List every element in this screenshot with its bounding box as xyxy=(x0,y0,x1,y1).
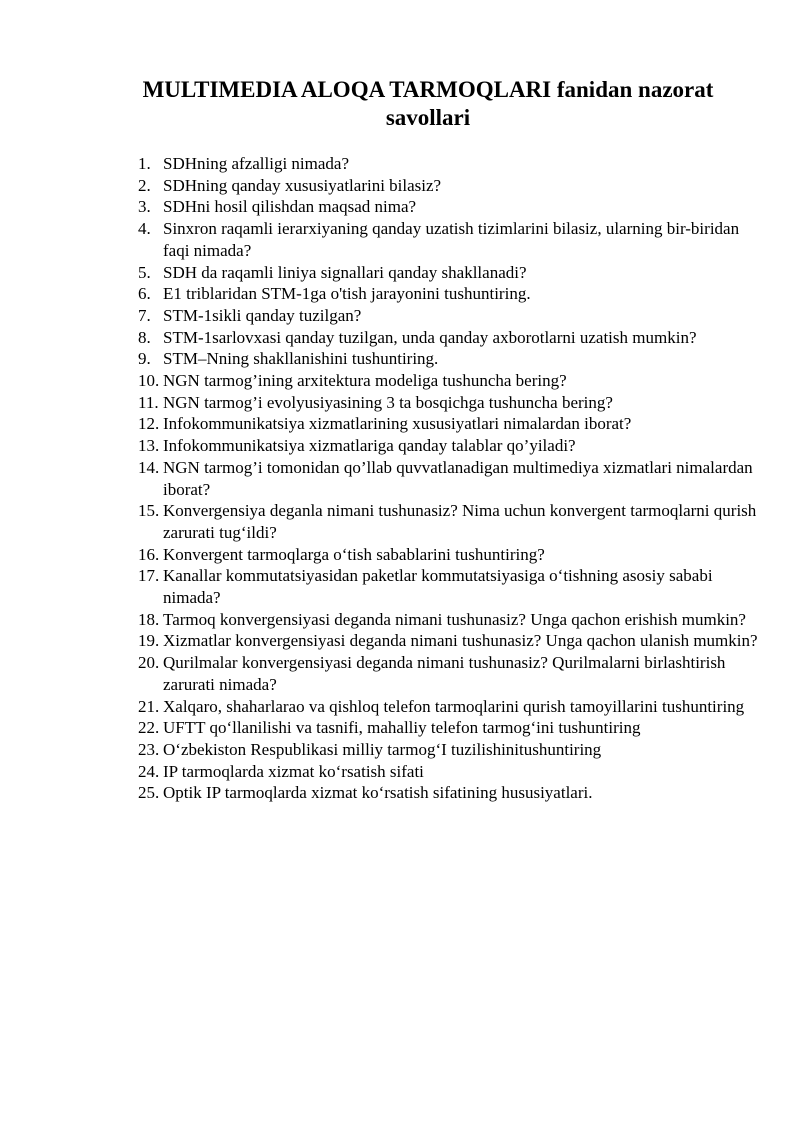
question-item xyxy=(138,761,758,783)
question-text: SDHning qanday xususiyatlarini bilasiz? xyxy=(163,175,442,195)
question-number: 24. xyxy=(138,761,160,781)
question-text: NGN tarmog’i tomonidan qo’llab quvvatlanadigan multimediya xizmatlari nimalardan iborat? xyxy=(163,457,753,499)
question-text: STM-1sikli qanday tuzilgan? xyxy=(163,305,362,325)
question-item xyxy=(138,283,758,305)
question-number: 2. xyxy=(138,175,151,195)
question-item xyxy=(138,370,758,392)
question-number: 9. xyxy=(138,349,151,369)
question-text: UFTT qo‘llanilishi va tasnifi, mahalliy telefon tarmog‘ini tushuntiring xyxy=(163,718,641,738)
question-text: Infokommunikatsiya xizmatlarining xususiyatlari nimalardan iborat? xyxy=(163,414,632,434)
question-number: 19. xyxy=(138,631,160,651)
question-number: 14. xyxy=(138,457,160,477)
question-number: 11. xyxy=(138,392,159,412)
question-number: 4. xyxy=(138,219,151,239)
question-text: Sinxron raqamli ierarxiyaning qanday uzatish tizimlarini bilasiz, ularning bir-biridan faqi nimada? xyxy=(163,219,740,260)
question-text: E1 triblaridan STM-1ga o'tish jarayonini tushuntiring. xyxy=(163,284,531,304)
question-item xyxy=(138,435,758,457)
question-text: Qurilmalar konvergensiyasi deganda nimani tushunasiz? Qurilmalarni birlashtirish zarurati nimada? xyxy=(163,653,726,694)
question-number: 13. xyxy=(138,436,160,456)
title-line-1: MULTIMEDIA ALOQA TARMOQLARI fanidan nazorat xyxy=(142,77,714,102)
question-text: O‘zbekiston Respublikasi milliy tarmog‘I tuzilishinitushuntiring xyxy=(163,739,602,759)
question-text: SDHning afzalligi nimada? xyxy=(163,154,350,173)
question-number: 3. xyxy=(138,197,151,217)
question-item xyxy=(138,500,758,543)
question-item xyxy=(138,630,758,652)
question-number: 25. xyxy=(138,783,160,803)
question-number: 1. xyxy=(138,154,151,173)
question-item xyxy=(138,782,758,804)
question-number: 21. xyxy=(138,696,160,716)
question-number: 7. xyxy=(138,305,151,325)
question-item xyxy=(138,413,758,435)
question-item xyxy=(138,609,758,631)
question-item xyxy=(138,717,758,739)
page-title xyxy=(60,76,796,132)
title-line-2: savollari xyxy=(385,105,471,130)
question-text: Tarmoq konvergensiyasi deganda nimani tushunasiz? Unga qachon erishish mumkin? xyxy=(163,609,746,629)
question-number: 17. xyxy=(138,566,160,586)
question-number: 8. xyxy=(138,327,151,347)
question-item xyxy=(138,392,758,414)
question-number: 5. xyxy=(138,262,151,282)
question-item xyxy=(138,153,758,175)
question-text: Konvergent tarmoqlarga o‘tish sabablarini tushuntiring? xyxy=(163,544,545,564)
question-list xyxy=(138,153,758,804)
question-text: SDH da raqamli liniya signallari qanday shakllanadi? xyxy=(163,262,527,282)
question-text: Optik IP tarmoqlarda xizmat ko‘rsatish sifatining hususiyatlari. xyxy=(163,783,593,803)
question-item xyxy=(138,262,758,284)
question-number: 22. xyxy=(138,718,160,738)
question-item xyxy=(138,327,758,349)
question-item xyxy=(138,565,758,608)
question-number: 20. xyxy=(138,653,160,673)
question-text: IP tarmoqlarda xizmat ko‘rsatish sifati xyxy=(163,761,424,781)
question-number: 12. xyxy=(138,414,160,434)
question-item xyxy=(138,348,758,370)
question-item xyxy=(138,739,758,761)
question-item xyxy=(138,652,758,695)
question-text: STM-1sarlovxasi qanday tuzilgan, unda qanday axborotlarni uzatish mumkin? xyxy=(163,327,697,347)
question-item xyxy=(138,544,758,566)
question-item xyxy=(138,457,758,500)
question-text: STM–Nning shakllanishini tushuntiring. xyxy=(163,349,439,369)
question-text: SDHni hosil qilishdan maqsad nima? xyxy=(163,197,417,217)
question-text: Xizmatlar konvergensiyasi deganda nimani tushunasiz? Unga qachon ulanish mumkin? xyxy=(163,631,758,651)
question-text: Konvergensiya deganla nimani tushunasiz? Nima uchun konvergent tarmoqlarni qurish zarurati tug‘ildi? xyxy=(163,501,757,542)
question-text: NGN tarmog’ining arxitektura modeliga tushuncha bering? xyxy=(163,371,567,391)
question-number: 23. xyxy=(138,739,160,759)
question-number: 6. xyxy=(138,284,151,304)
question-item xyxy=(138,305,758,327)
question-text: Infokommunikatsiya xizmatlariga qanday talablar qo’yiladi? xyxy=(163,436,576,456)
question-number: 18. xyxy=(138,609,160,629)
question-text: Kanallar kommutatsiyasidan paketlar kommutatsiyasiga o‘tishning asosiy sababi nimada? xyxy=(163,566,713,608)
question-item xyxy=(138,196,758,218)
question-item xyxy=(138,175,758,197)
question-number: 16. xyxy=(138,544,160,564)
question-item xyxy=(138,696,758,718)
question-text: Xalqaro, shaharlarao va qishloq telefon tarmoqlarini qurish tamoyillarini tushuntiring xyxy=(163,696,745,716)
question-text: NGN tarmog’i evolyusiyasining 3 ta bosqichga tushuncha bering? xyxy=(163,392,613,412)
question-item xyxy=(138,218,758,261)
question-number: 15. xyxy=(138,501,160,521)
question-number: 10. xyxy=(138,371,160,391)
